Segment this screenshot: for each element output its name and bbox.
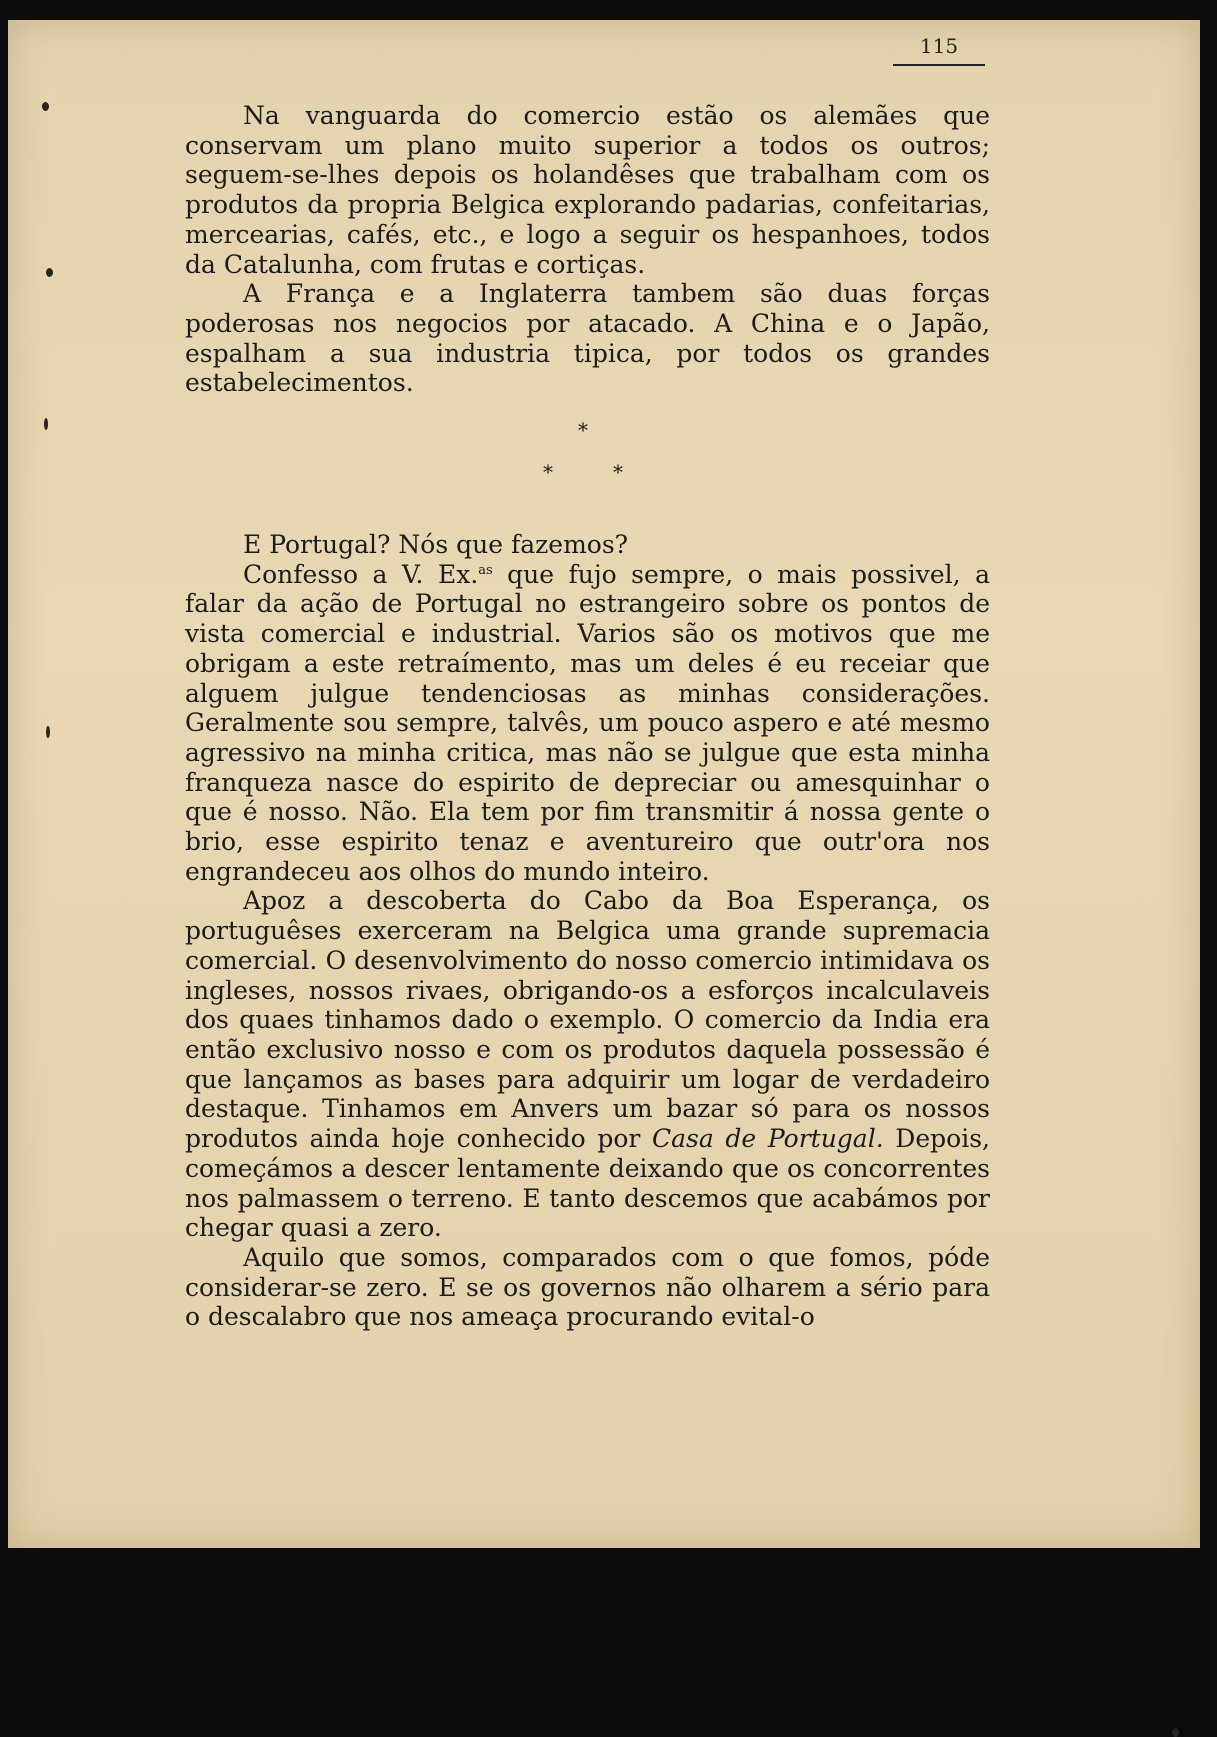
ink-speck	[42, 102, 49, 111]
body-text	[185, 101, 990, 1332]
paragraph	[185, 886, 990, 1242]
paragraph-text: que fujo sempre, o mais possivel, a falar da ação de Portugal no estrangeiro sobre os pontos de vista comercial e industrial. Varios são os motivos que me obrigam a este retraímento, mas um deles é eu receiar que alguem julgue tendenciosas as minhas considerações. Geralmente sou sempre, talvês, um pouco aspero e até mesmo agressivo na minha critica, mas não se julgue que esta minha franqueza nasce do espirito de depreciar ou amesquinhar o que é nosso. Não. Ela tem por fim transmitir á nossa gente o brio, esse espirito tenaz e aventureiro que outr'ora nos engrandeceu aos olhos do mundo inteiro.	[185, 559, 990, 886]
ink-speck	[44, 418, 48, 430]
paragraph: Na vanguarda do comercio estão os alemães que conservam um plano muito superior a todos os outros; seguem-se-lhes depois os holandêses que trabalham com os produtos da propria Belgica explorando padarias, confeitarias, mercearias, cafés, etc., e logo a seguir os hespanhoes, todos da Catalunha, com frutas e cortiças.	[185, 101, 990, 279]
ink-speck	[46, 726, 50, 738]
separator-asterisk: *	[613, 460, 623, 485]
paragraph: Aquilo que somos, comparados com o que fomos, póde considerar-se zero. E se os governos não olharem a sério para o descalabro que nos ameaça procurando evital-o	[185, 1242, 990, 1332]
paragraph: A França e a Inglaterra tambem são duas forças poderosas nos negocios por atacado. A China e o Japão, espalham a sua industria tipica, por todos os grandes estabelecimentos.	[185, 279, 990, 398]
ink-speck	[1172, 1728, 1179, 1737]
page-number-rule	[893, 64, 985, 66]
section-separator	[185, 398, 990, 530]
separator-asterisk: *	[543, 460, 553, 485]
ink-speck	[46, 268, 53, 277]
paragraph-text: Depois, começámos a descer lentamente deixando que os concorrentes nos palmassem o terreno. E tanto descemos que acabámos por chegar quasi a zero.	[185, 1124, 990, 1243]
separator-asterisk: *	[578, 418, 588, 443]
italic-title: Casa de Portugal.	[651, 1124, 884, 1154]
paragraph-text: Confesso a V. Ex.	[243, 559, 479, 589]
paragraph	[185, 560, 990, 887]
superscript-abbreviation: as	[478, 562, 493, 578]
paragraph: E Portugal? Nós que fazemos?	[243, 530, 629, 560]
paragraph-text: Apoz a descoberta do Cabo da Boa Esperança, os portuguêses exerceram na Belgica uma grande supremacia comercial. O desenvolvimento do nosso comercio intimidava os ingleses, nossos rivaes, obrigando-os a esforços incalculaveis dos quaes tinhamos dado o exemplo. O comercio da India era então exclusivo nosso e com os produtos daquela possessão é que lançamos as bases para adquirir um logar de verdadeiro destaque. Tinhamos em Anvers um bazar só para os nossos produtos ainda hoje conhecido por	[185, 886, 990, 1154]
page-number: 115	[919, 34, 959, 58]
